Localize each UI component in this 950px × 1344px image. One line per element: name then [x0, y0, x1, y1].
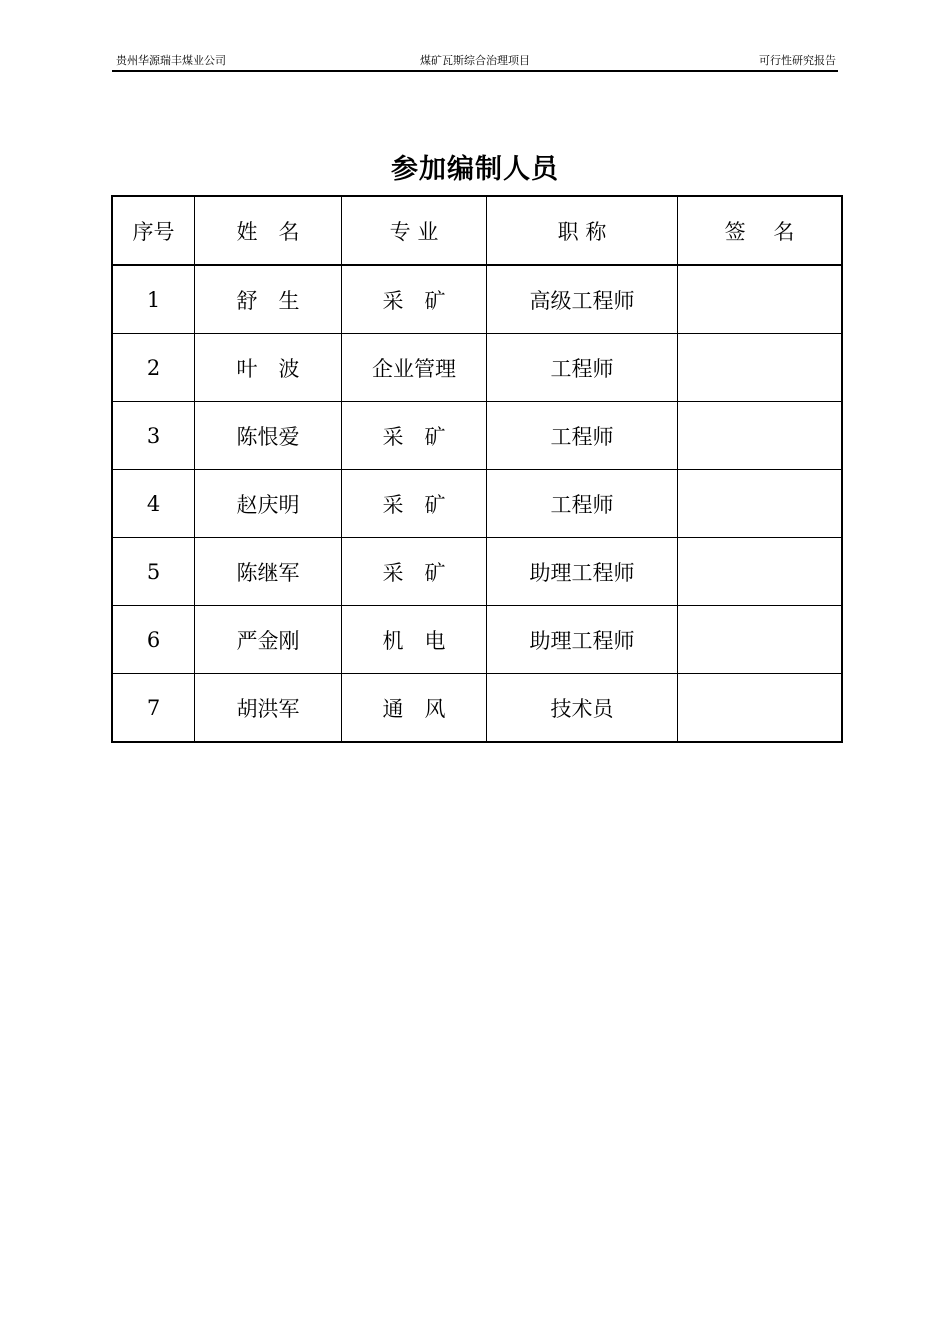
cell-number: 2 — [112, 334, 195, 402]
cell-major: 通 风 — [342, 674, 487, 743]
column-header-major: 专 业 — [342, 196, 487, 265]
cell-number: 7 — [112, 674, 195, 743]
column-header-signature: 签 名 — [678, 196, 843, 265]
header-company: 贵州华源瑞丰煤业公司 — [116, 54, 226, 67]
cell-major: 采 矿 — [342, 470, 487, 538]
cell-name: 叶 波 — [195, 334, 342, 402]
cell-major: 采 矿 — [342, 402, 487, 470]
cell-signature — [678, 470, 843, 538]
cell-name: 陈继军 — [195, 538, 342, 606]
table-row — [112, 265, 842, 334]
cell-signature — [678, 402, 843, 470]
cell-signature — [678, 265, 843, 334]
cell-title: 工程师 — [487, 470, 678, 538]
cell-name: 胡洪军 — [195, 674, 342, 743]
page-title: 参加编制人员 — [391, 154, 559, 185]
page-header — [112, 52, 838, 72]
staff-table — [111, 195, 843, 743]
table-row — [112, 334, 842, 402]
cell-title: 助理工程师 — [487, 538, 678, 606]
cell-major: 机 电 — [342, 606, 487, 674]
cell-title: 助理工程师 — [487, 606, 678, 674]
cell-title: 工程师 — [487, 334, 678, 402]
cell-signature — [678, 606, 843, 674]
table-row — [112, 538, 842, 606]
table-header-row — [112, 196, 842, 265]
cell-signature — [678, 334, 843, 402]
header-report-type: 可行性研究报告 — [759, 54, 836, 67]
cell-name: 陈恨爱 — [195, 402, 342, 470]
cell-name: 严金刚 — [195, 606, 342, 674]
table-row — [112, 470, 842, 538]
table-row — [112, 606, 842, 674]
cell-name: 赵庆明 — [195, 470, 342, 538]
column-header-number: 序号 — [112, 196, 195, 265]
cell-number: 4 — [112, 470, 195, 538]
cell-signature — [678, 674, 843, 743]
cell-number: 3 — [112, 402, 195, 470]
cell-major: 采 矿 — [342, 538, 487, 606]
cell-name: 舒 生 — [195, 265, 342, 334]
cell-title: 工程师 — [487, 402, 678, 470]
cell-major: 企业管理 — [342, 334, 487, 402]
column-header-name: 姓 名 — [195, 196, 342, 265]
cell-number: 5 — [112, 538, 195, 606]
cell-number: 6 — [112, 606, 195, 674]
table-row — [112, 674, 842, 743]
cell-number: 1 — [112, 265, 195, 334]
cell-major: 采 矿 — [342, 265, 487, 334]
cell-title: 技术员 — [487, 674, 678, 743]
cell-title: 高级工程师 — [487, 265, 678, 334]
table-row — [112, 402, 842, 470]
header-project: 煤矿瓦斯综合治理项目 — [420, 54, 530, 67]
column-header-title: 职 称 — [487, 196, 678, 265]
cell-signature — [678, 538, 843, 606]
